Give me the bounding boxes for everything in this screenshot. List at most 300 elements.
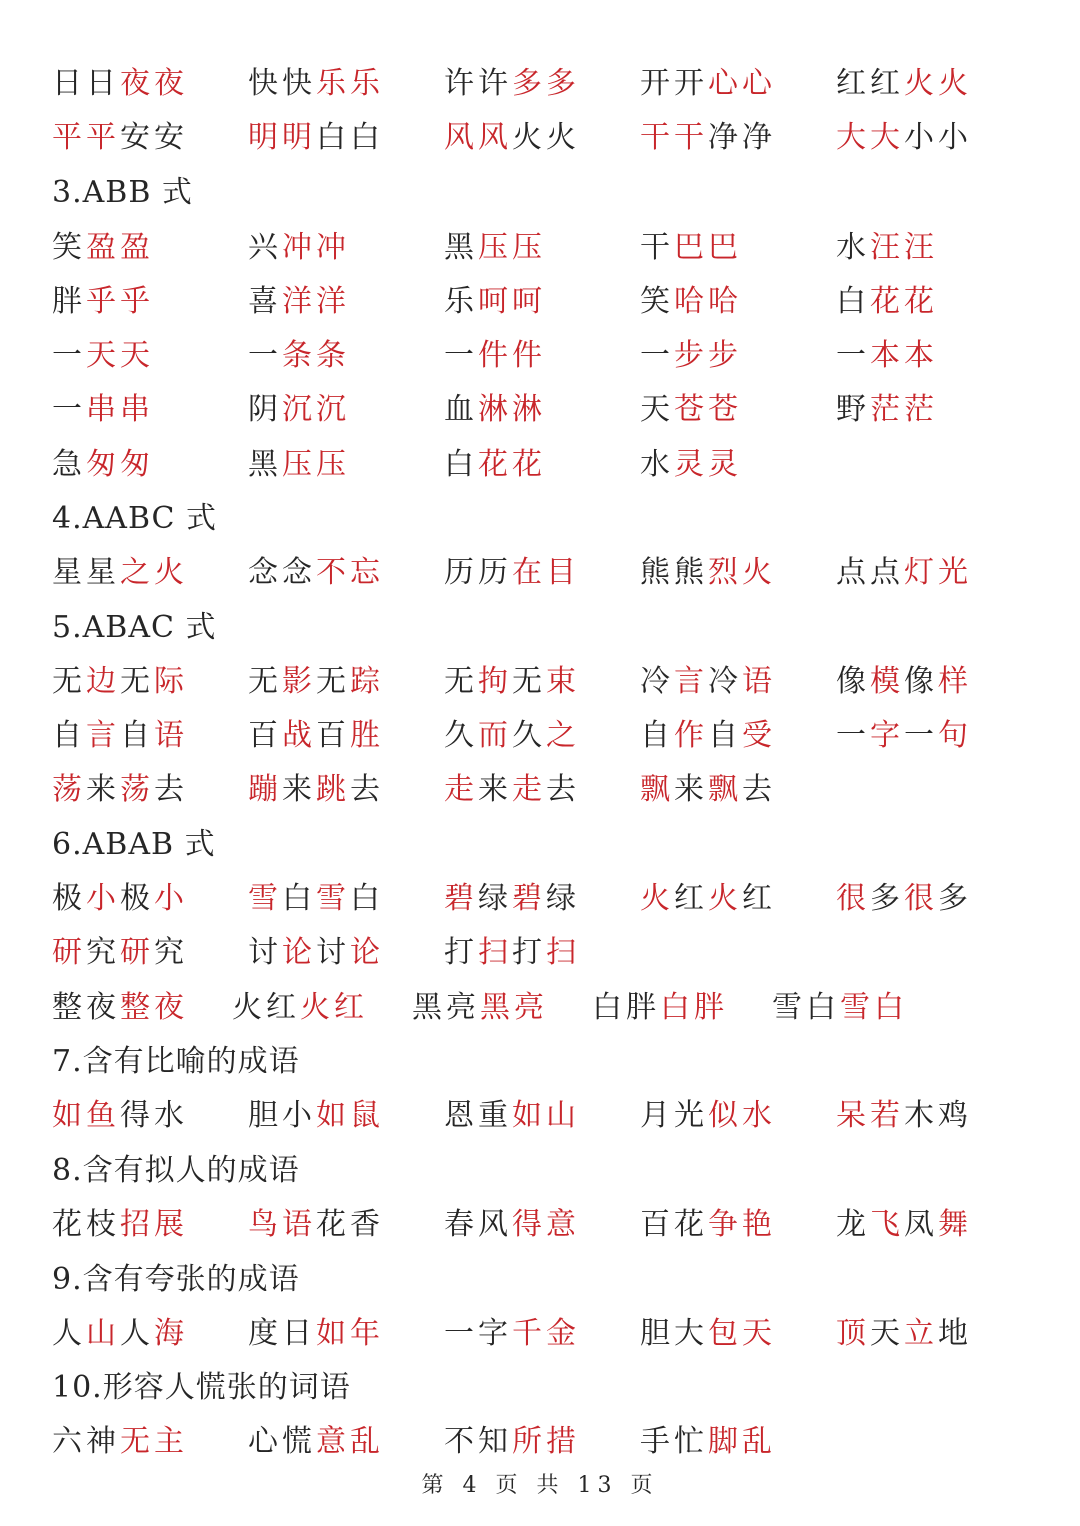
word-item <box>52 388 154 432</box>
plain-text: 自 <box>52 718 86 753</box>
plain-text: 整夜 <box>52 990 120 1025</box>
section-heading: 8.含有拟人的成语 <box>52 1153 300 1188</box>
plain-text: 白 <box>444 447 478 482</box>
highlighted-text: 飘 <box>708 772 742 807</box>
plain-text: 胆大 <box>640 1316 708 1351</box>
highlighted-text: 研 <box>52 935 86 970</box>
plain-text: 红红 <box>836 66 904 101</box>
section-heading: 6.ABAB 式 <box>52 827 216 862</box>
word-item <box>836 62 972 106</box>
word-item <box>444 931 580 975</box>
word-item <box>640 334 742 378</box>
plain-text: 自 <box>640 718 674 753</box>
word-item <box>836 1203 972 1247</box>
plain-text: 阴 <box>248 392 282 427</box>
plain-text: 许许 <box>444 66 512 101</box>
plain-text: 一 <box>836 338 870 373</box>
plain-text: 木鸡 <box>904 1098 972 1133</box>
section-heading: 4.AABC 式 <box>52 501 218 536</box>
highlighted-text: 花花 <box>478 447 546 482</box>
plain-text: 人 <box>52 1316 86 1351</box>
plain-text: 百花 <box>640 1207 708 1242</box>
highlighted-text: 灯光 <box>904 555 972 590</box>
plain-text: 人 <box>120 1316 154 1351</box>
word-item <box>248 1203 384 1247</box>
highlighted-text: 不忘 <box>316 555 384 590</box>
highlighted-text: 呆若 <box>836 1098 904 1133</box>
plain-text: 快快 <box>248 66 316 101</box>
plain-text: 乐 <box>444 284 478 319</box>
word-item <box>444 714 580 758</box>
highlighted-text: 研 <box>120 935 154 970</box>
plain-text: 极 <box>120 881 154 916</box>
highlighted-text: 小 <box>154 881 188 916</box>
highlighted-text: 束 <box>546 664 580 699</box>
plain-text: 来 <box>282 772 316 807</box>
highlighted-text: 作 <box>674 718 708 753</box>
section-heading: 5.ABAC 式 <box>52 610 217 645</box>
word-item <box>640 1420 776 1464</box>
word-item <box>444 1312 580 1356</box>
highlighted-text: 汪汪 <box>870 230 938 265</box>
word-item <box>444 1420 580 1464</box>
plain-text: 雪白 <box>772 990 840 1025</box>
word-item <box>640 1312 776 1356</box>
plain-text: 黑 <box>444 230 478 265</box>
highlighted-text: 烈火 <box>708 555 776 590</box>
highlighted-text: 匆匆 <box>86 447 154 482</box>
plain-text: 来 <box>674 772 708 807</box>
word-item <box>248 443 350 487</box>
word-item <box>248 877 384 921</box>
word-item <box>248 62 384 106</box>
highlighted-text: 碧 <box>444 881 478 916</box>
word-item <box>640 768 776 812</box>
plain-text: 点点 <box>836 555 904 590</box>
plain-text: 干 <box>640 230 674 265</box>
plain-text: 白 <box>836 284 870 319</box>
plain-text: 白白 <box>316 120 384 155</box>
highlighted-text: 洋洋 <box>282 284 350 319</box>
plain-text: 度日 <box>248 1316 316 1351</box>
highlighted-text: 呵呵 <box>478 284 546 319</box>
plain-text: 笑 <box>52 230 86 265</box>
word-item <box>232 986 368 1030</box>
highlighted-text: 盈盈 <box>86 230 154 265</box>
plain-text: 白 <box>350 881 384 916</box>
plain-text: 日日 <box>52 66 120 101</box>
plain-text: 白 <box>282 881 316 916</box>
plain-text: 一 <box>52 338 86 373</box>
word-item <box>444 1094 580 1138</box>
highlighted-text: 茫茫 <box>870 392 938 427</box>
highlighted-text: 很 <box>904 881 938 916</box>
plain-text: 一 <box>640 338 674 373</box>
highlighted-text: 本本 <box>870 338 938 373</box>
highlighted-text: 压压 <box>478 230 546 265</box>
highlighted-text: 跳 <box>316 772 350 807</box>
word-item <box>640 226 742 270</box>
word-item <box>444 388 546 432</box>
plain-text: 来 <box>478 772 512 807</box>
plain-text: 黑 <box>248 447 282 482</box>
word-item <box>836 551 972 595</box>
highlighted-text: 雪白 <box>840 990 908 1025</box>
plain-text: 去 <box>350 772 384 807</box>
plain-text: 不知 <box>444 1424 512 1459</box>
plain-text: 无 <box>444 664 478 699</box>
word-item <box>640 714 776 758</box>
word-item <box>444 226 546 270</box>
highlighted-text: 飘 <box>640 772 674 807</box>
plain-text: 龙 <box>836 1207 870 1242</box>
word-item <box>52 551 188 595</box>
plain-text: 一 <box>52 392 86 427</box>
word-item <box>248 768 384 812</box>
highlighted-text: 荡 <box>120 772 154 807</box>
highlighted-text: 飞 <box>870 1207 904 1242</box>
highlighted-text: 整夜 <box>120 990 188 1025</box>
highlighted-text: 际 <box>154 664 188 699</box>
highlighted-text: 火火 <box>904 66 972 101</box>
highlighted-text: 字 <box>870 718 904 753</box>
plain-text: 天 <box>640 392 674 427</box>
highlighted-text: 顶 <box>836 1316 870 1351</box>
plain-text: 冷 <box>708 664 742 699</box>
section-heading: 3.ABB 式 <box>52 175 193 210</box>
highlighted-text: 干干 <box>640 120 708 155</box>
highlighted-text: 舞 <box>938 1207 972 1242</box>
plain-text: 讨 <box>316 935 350 970</box>
highlighted-text: 花花 <box>870 284 938 319</box>
highlighted-text: 模 <box>870 664 904 699</box>
highlighted-text: 边 <box>86 664 120 699</box>
highlighted-text: 如山 <box>512 1098 580 1133</box>
plain-text: 久 <box>444 718 478 753</box>
plain-text: 打 <box>512 935 546 970</box>
word-item <box>412 986 548 1030</box>
highlighted-text: 之 <box>546 718 580 753</box>
plain-text: 火红 <box>232 990 300 1025</box>
highlighted-text: 黑亮 <box>480 990 548 1025</box>
word-item <box>52 443 154 487</box>
plain-text: 一 <box>248 338 282 373</box>
highlighted-text: 鸟语 <box>248 1207 316 1242</box>
word-item <box>640 660 776 704</box>
word-item <box>836 334 938 378</box>
plain-text: 去 <box>154 772 188 807</box>
plain-text: 去 <box>742 772 776 807</box>
word-item <box>248 1420 384 1464</box>
highlighted-text: 胜 <box>350 718 384 753</box>
word-item <box>444 877 580 921</box>
plain-text: 急 <box>52 447 86 482</box>
highlighted-text: 蹦 <box>248 772 282 807</box>
highlighted-text: 在目 <box>512 555 580 590</box>
highlighted-text: 夜夜 <box>120 66 188 101</box>
highlighted-text: 样 <box>938 664 972 699</box>
word-item <box>52 877 188 921</box>
word-item <box>248 1312 384 1356</box>
plain-text: 喜 <box>248 284 282 319</box>
plain-text: 多 <box>938 881 972 916</box>
highlighted-text: 如鼠 <box>316 1098 384 1133</box>
plain-text: 无 <box>512 664 546 699</box>
plain-text: 胆小 <box>248 1098 316 1133</box>
highlighted-text: 海 <box>154 1316 188 1351</box>
highlighted-text: 似水 <box>708 1098 776 1133</box>
plain-text: 手忙 <box>640 1424 708 1459</box>
plain-text: 去 <box>546 772 580 807</box>
plain-text: 一 <box>836 718 870 753</box>
plain-text: 百 <box>316 718 350 753</box>
page-footer: 第 4 页 共 13 页 <box>421 1473 659 1498</box>
word-item <box>640 877 776 921</box>
plain-text: 春风 <box>444 1207 512 1242</box>
plain-text: 百 <box>248 718 282 753</box>
plain-text: 血 <box>444 392 478 427</box>
highlighted-text: 无主 <box>120 1424 188 1459</box>
word-item <box>52 280 154 324</box>
plain-text: 自 <box>708 718 742 753</box>
plain-text: 熊熊 <box>640 555 708 590</box>
highlighted-text: 语 <box>742 664 776 699</box>
word-item <box>444 334 546 378</box>
word-item <box>248 714 384 758</box>
word-item <box>444 551 580 595</box>
plain-text: 水 <box>640 447 674 482</box>
plain-text: 火火 <box>512 120 580 155</box>
plain-text: 一 <box>904 718 938 753</box>
highlighted-text: 天天 <box>86 338 154 373</box>
section-heading: 7.含有比喻的成语 <box>52 1044 300 1079</box>
word-item <box>836 1312 972 1356</box>
word-item <box>52 660 188 704</box>
plain-text: 白胖 <box>592 990 660 1025</box>
plain-text: 黑亮 <box>412 990 480 1025</box>
word-item <box>52 931 188 975</box>
highlighted-text: 乐乐 <box>316 66 384 101</box>
highlighted-text: 苍苍 <box>674 392 742 427</box>
word-item <box>772 986 908 1030</box>
plain-text: 笑 <box>640 284 674 319</box>
plain-text: 红 <box>742 881 776 916</box>
plain-text: 无 <box>120 664 154 699</box>
word-item <box>52 116 188 160</box>
highlighted-text: 山 <box>86 1316 120 1351</box>
word-item <box>640 388 742 432</box>
highlighted-text: 哈哈 <box>674 284 742 319</box>
plain-text: 红 <box>674 881 708 916</box>
highlighted-text: 走 <box>512 772 546 807</box>
highlighted-text: 脚乱 <box>708 1424 776 1459</box>
highlighted-text: 语 <box>154 718 188 753</box>
plain-text: 究 <box>154 935 188 970</box>
plain-text: 天 <box>870 1316 904 1351</box>
highlighted-text: 多多 <box>512 66 580 101</box>
highlighted-text: 如鱼 <box>52 1098 120 1133</box>
highlighted-text: 所措 <box>512 1424 580 1459</box>
word-item <box>640 62 776 106</box>
word-item <box>52 986 188 1030</box>
highlighted-text: 火 <box>640 881 674 916</box>
word-item <box>248 334 350 378</box>
highlighted-text: 风风 <box>444 120 512 155</box>
plain-text: 星星 <box>52 555 120 590</box>
plain-text: 来 <box>86 772 120 807</box>
plain-text: 绿 <box>478 881 512 916</box>
word-item <box>836 116 972 160</box>
word-item <box>592 986 728 1030</box>
highlighted-text: 拘 <box>478 664 512 699</box>
highlighted-text: 明明 <box>248 120 316 155</box>
word-item <box>836 1094 972 1138</box>
plain-text: 花香 <box>316 1207 384 1242</box>
highlighted-text: 言 <box>674 664 708 699</box>
plain-text: 恩重 <box>444 1098 512 1133</box>
highlighted-text: 压压 <box>282 447 350 482</box>
plain-text: 得水 <box>120 1098 188 1133</box>
plain-text: 究 <box>86 935 120 970</box>
word-item <box>52 1203 188 1247</box>
highlighted-text: 战 <box>282 718 316 753</box>
highlighted-text: 得意 <box>512 1207 580 1242</box>
highlighted-text: 扫 <box>546 935 580 970</box>
word-item <box>52 1094 188 1138</box>
plain-text: 绿 <box>546 881 580 916</box>
word-item <box>444 443 546 487</box>
plain-text: 打 <box>444 935 478 970</box>
highlighted-text: 乎乎 <box>86 284 154 319</box>
plain-text: 历历 <box>444 555 512 590</box>
highlighted-text: 冲冲 <box>282 230 350 265</box>
highlighted-text: 平平 <box>52 120 120 155</box>
word-item <box>640 551 776 595</box>
plain-text: 胖 <box>52 284 86 319</box>
highlighted-text: 心心 <box>708 66 776 101</box>
highlighted-text: 千金 <box>512 1316 580 1351</box>
word-item <box>640 443 742 487</box>
plain-text: 开开 <box>640 66 708 101</box>
plain-text: 安安 <box>120 120 188 155</box>
word-item <box>444 280 546 324</box>
highlighted-text: 而 <box>478 718 512 753</box>
plain-text: 凤 <box>904 1207 938 1242</box>
plain-text: 六神 <box>52 1424 120 1459</box>
plain-text: 一 <box>444 338 478 373</box>
word-item <box>640 1094 776 1138</box>
highlighted-text: 件件 <box>478 338 546 373</box>
plain-text: 讨 <box>248 935 282 970</box>
highlighted-text: 踪 <box>350 664 384 699</box>
highlighted-text: 很 <box>836 881 870 916</box>
word-item <box>640 1203 776 1247</box>
highlighted-text: 火 <box>708 881 742 916</box>
word-item <box>52 1312 188 1356</box>
word-item <box>52 334 154 378</box>
word-item <box>836 660 972 704</box>
word-item <box>640 116 776 160</box>
word-item <box>52 768 188 812</box>
word-item <box>52 226 154 270</box>
plain-text: 无 <box>52 664 86 699</box>
highlighted-text: 意乱 <box>316 1424 384 1459</box>
highlighted-text: 影 <box>282 664 316 699</box>
highlighted-text: 大大 <box>836 120 904 155</box>
plain-text: 多 <box>870 881 904 916</box>
plain-text: 净净 <box>708 120 776 155</box>
plain-text: 兴 <box>248 230 282 265</box>
word-item <box>248 660 384 704</box>
word-item <box>248 1094 384 1138</box>
word-item <box>52 62 188 106</box>
word-item <box>444 1203 580 1247</box>
plain-text: 念念 <box>248 555 316 590</box>
word-item <box>836 226 938 270</box>
word-item <box>836 877 972 921</box>
highlighted-text: 沉沉 <box>282 392 350 427</box>
highlighted-text: 淋淋 <box>478 392 546 427</box>
word-item <box>444 62 580 106</box>
plain-text: 无 <box>248 664 282 699</box>
highlighted-text: 串串 <box>86 392 154 427</box>
highlighted-text: 步步 <box>674 338 742 373</box>
highlighted-text: 灵灵 <box>674 447 742 482</box>
highlighted-text: 招展 <box>120 1207 188 1242</box>
plain-text: 花枝 <box>52 1207 120 1242</box>
word-item <box>836 714 972 758</box>
section-heading: 9.含有夸张的成语 <box>52 1262 300 1297</box>
word-item <box>248 280 350 324</box>
word-item <box>640 280 742 324</box>
highlighted-text: 论 <box>350 935 384 970</box>
word-item <box>248 551 384 595</box>
word-item <box>444 116 580 160</box>
plain-text: 冷 <box>640 664 674 699</box>
highlighted-text: 白胖 <box>660 990 728 1025</box>
highlighted-text: 小 <box>86 881 120 916</box>
word-item <box>248 116 384 160</box>
plain-text: 自 <box>120 718 154 753</box>
plain-text: 水 <box>836 230 870 265</box>
word-item <box>52 1420 188 1464</box>
highlighted-text: 句 <box>938 718 972 753</box>
plain-text: 久 <box>512 718 546 753</box>
highlighted-text: 雪 <box>316 881 350 916</box>
plain-text: 一字 <box>444 1316 512 1351</box>
highlighted-text: 之火 <box>120 555 188 590</box>
highlighted-text: 争艳 <box>708 1207 776 1242</box>
highlighted-text: 论 <box>282 935 316 970</box>
plain-text: 无 <box>316 664 350 699</box>
highlighted-text: 扫 <box>478 935 512 970</box>
plain-text: 极 <box>52 881 86 916</box>
word-item <box>836 280 938 324</box>
word-item <box>52 714 188 758</box>
plain-text: 月光 <box>640 1098 708 1133</box>
plain-text: 野 <box>836 392 870 427</box>
word-item <box>444 660 580 704</box>
highlighted-text: 言 <box>86 718 120 753</box>
highlighted-text: 立 <box>904 1316 938 1351</box>
highlighted-text: 荡 <box>52 772 86 807</box>
highlighted-text: 巴巴 <box>674 230 742 265</box>
word-item <box>248 388 350 432</box>
word-item <box>248 226 350 270</box>
highlighted-text: 如年 <box>316 1316 384 1351</box>
highlighted-text: 碧 <box>512 881 546 916</box>
word-item <box>444 768 580 812</box>
